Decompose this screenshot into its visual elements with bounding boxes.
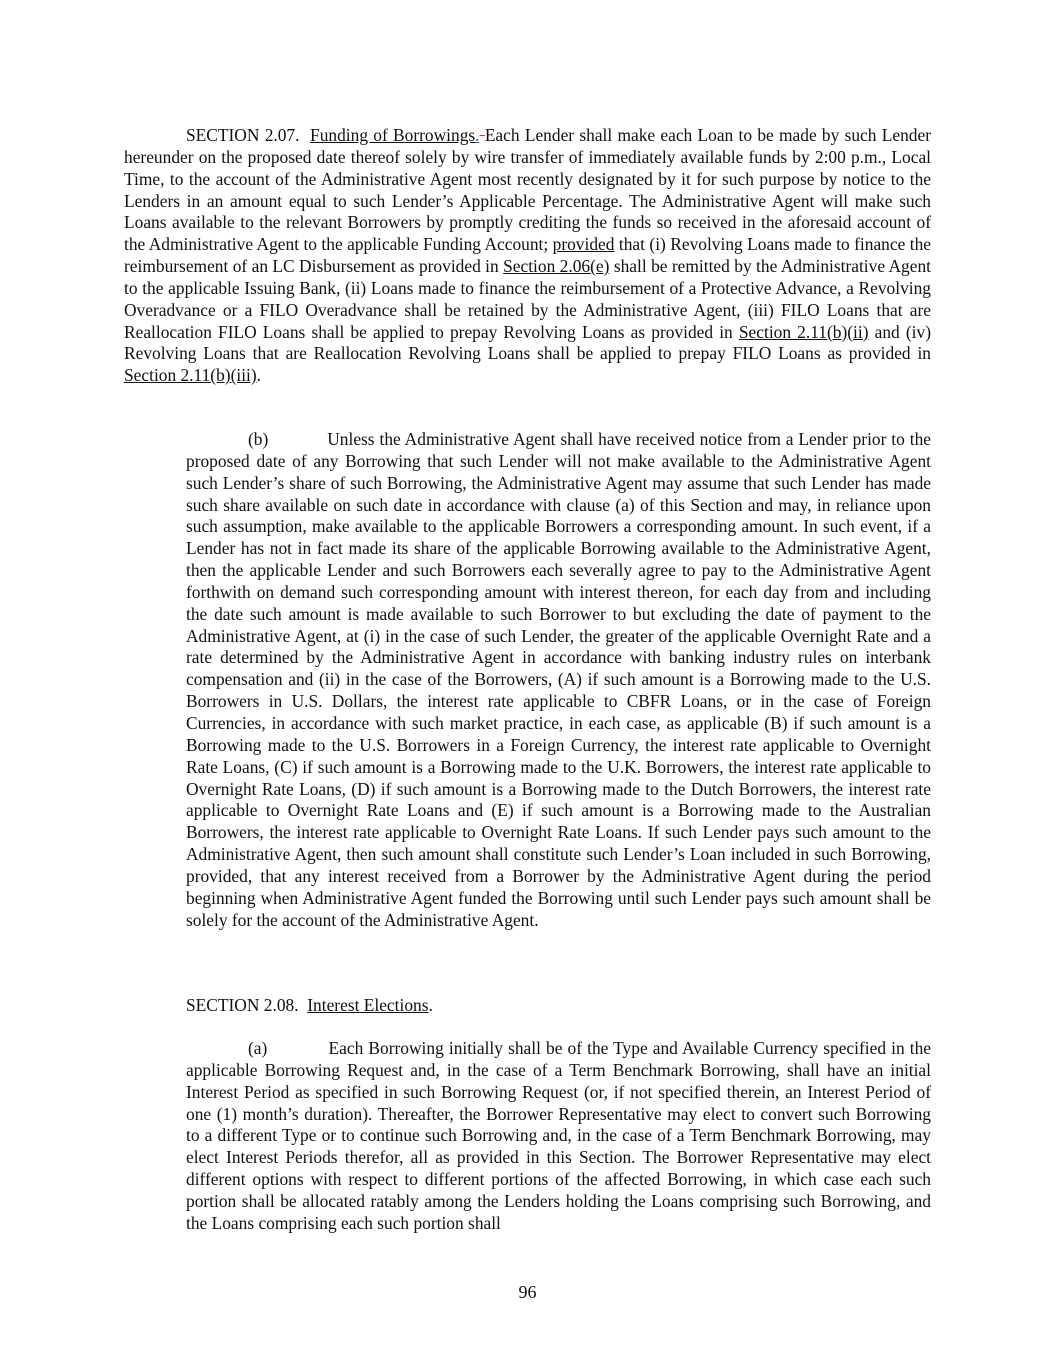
clause-text: Unless the Administrative Agent shall have received notice from a Lender prior to the proposed date of any Borrowing that such Lender will not make available to the Administrative Agent such Lender’s share of such Borrowing, the Administrative Agent may assume that such Lender has made such share available on such date in accordance with clause (a) of this Section and may, in reliance upon such assumption, make available to the applicable Borrowers a corresponding amount. In such event, if a Lender has not in fact made its share of the applicable Borrowing available to the Administrative Agent, then the applicable Lender and such Borrowers each severally agree to pay to the Administrative Agent forthwith on demand such corresponding amount with interest thereon, for each day from and including the date such amount is made available to such Borrower to but excluding the date of payment to the Administrative Agent, at (i) in the case of such Lender, the greater of the applicable Overnight Rate and a rate determined by the Administrative Agent in accordance with banking industry rules on interbank compensation and (ii) in the case of the Borrowers, (A) if such amount is a Borrowing made to the U.S. Borrowers in U.S. Dollars, the interest rate applicable to CBFR Loans, or in the case of Foreign Currencies, in accordance with such market practice, in each case, as applicable (B) if such amount is a Borrowing made to the U.S. Borrowers in a Foreign Currency, the interest rate applicable to Overnight Rate Loans, (C) if such amount is a Borrowing made to the U.K. Borrowers, the interest rate applicable to Overnight Rate Loans, (D) if such amount is a Borrowing made to the Dutch Borrowers, the interest rate applicable to Overnight Rate Loans and (E) if such amount is a Borrowing made to the Australian Borrowers, the interest rate applicable to Overnight Rate Loans. If such Lender pays such amount to the Administrative Agent, then such amount shall constitute such Lender’s Loan included in such Borrowing, provided, that any interest received from a Borrower by the Administrative Agent during the period beginning when Administrative Agent funded the Borrowing until such Lender pays such amount shall be solely for the account of the Administrative Agent. [186,429,931,930]
section-2-07-text: and (iv) Revolving Loans that are Reallocation Revolving Loans shall be applied to prepay FILO Loans as provided in [124,321,931,364]
provided-term: provided [552,234,615,255]
clause-label: (b) [248,429,269,449]
tracked-insertion: . [475,125,480,145]
section-2-08-title-end: . [428,995,433,1015]
section-2-07-text: that (i) Revolving Loans made to finance the reimbursement of an LC Disbursement as provided in [124,234,931,277]
section-reference: Section 2.11(b)(iii) [124,365,257,386]
section-2-07-paragraph [124,125,931,387]
section-reference: Section 2.11(b)(ii) [738,321,869,342]
section-2-08-heading: SECTION 2.08. [186,995,299,1015]
section-2-07-text: shall be remitted by the Administrative Agent to the applicable Issuing Bank, (ii) Loans made to finance the reimbursement of a Protective Advance, a Revolving Overadvance or a FILO Overadvance shall be retained by the Administrative Agent, (iii) FILO Loans that are Reallocation FILO Loans shall be applied to prepay Revolving Loans as provided in [124,256,932,342]
section-2-07-text: Each Lender shall make each Loan to be made by such Lender hereunder on the proposed date thereof solely by wire transfer of immediately available funds by 2:00 p.m., Local Time, to the account of the Administrative Agent most recently designated by it for such purpose by notice to the Lenders in an amount equal to such Lender’s Applicable Percentage. The Administrative Agent will make such Loans available to the relevant Borrowers by promptly crediting the funds so received in the aforesaid account of the Administrative Agent to the applicable Funding Account; [124,125,931,255]
clause-2-07-b-paragraph [186,429,931,931]
section-2-07-title: Funding of Borrowings [310,125,476,145]
section-2-07-heading: SECTION 2.07. [186,125,300,145]
page-number: 96 [518,1282,537,1302]
clause-2-08-a-paragraph [186,1038,931,1235]
clause-text: Each Borrowing initially shall be of the Type and Available Currency specified in the applicable Borrowing Request and, in the case of a Term Benchmark Borrowing, shall have an initial Interest Period as specified in such Borrowing Request (or, if not specified therein, an Interest Period of one (1) month’s duration). Thereafter, the Borrower Representative may elect to convert such Borrowing to a different Type or to continue such Borrowing and, in the case of a Term Benchmark Borrowing, may elect Interest Periods therefor, all as provided in this Section. The Borrower Representative may elect different options with respect to different portions of the affected Borrowing, in which case each such portion shall be allocated ratably among the Lenders holding the Loans comprising such Borrowing, and the Loans comprising each such portion shall [186,1038,931,1233]
clause-label: (a) [248,1038,268,1058]
section-reference: Section 2.06(e) [503,256,610,277]
section-2-08-title: Interest Elections [307,995,429,1015]
section-2-07-text: . [256,365,262,386]
section-2-08-heading-line [186,995,931,1017]
